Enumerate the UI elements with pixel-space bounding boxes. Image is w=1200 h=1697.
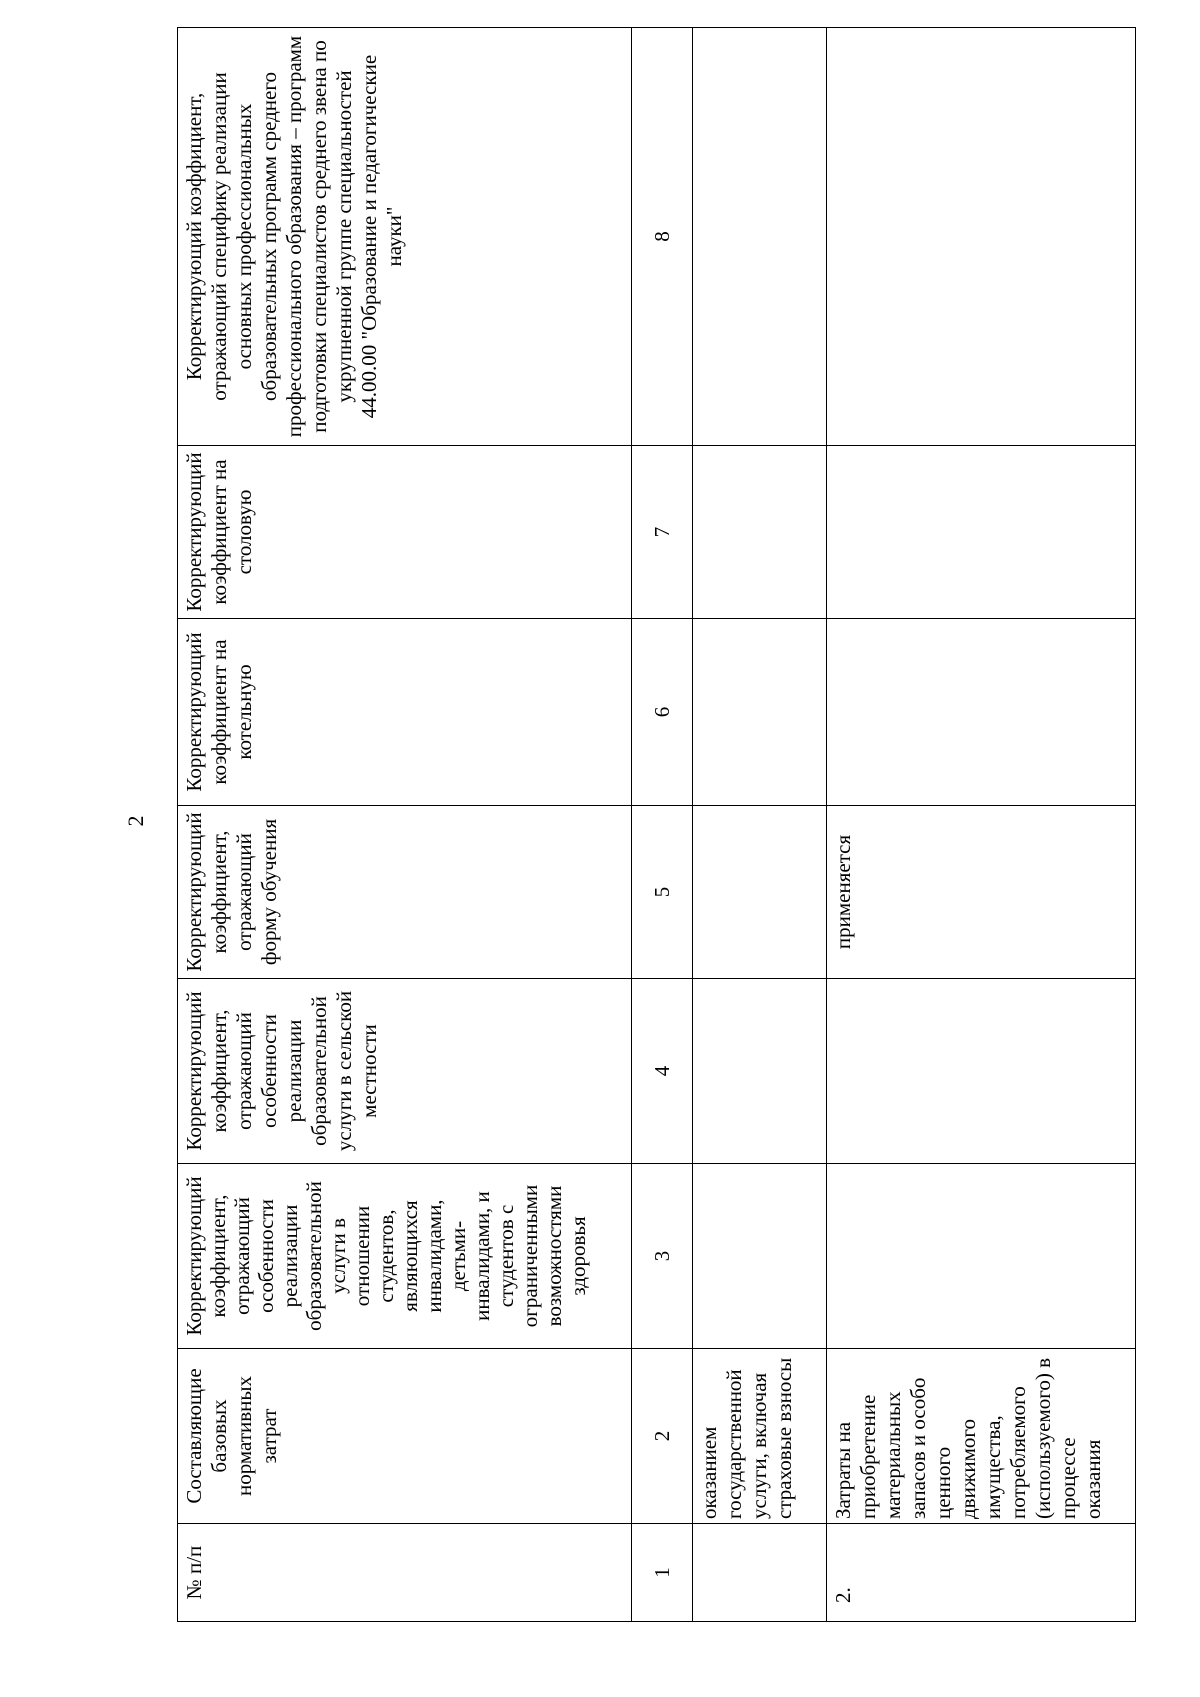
column-number: 4	[632, 979, 693, 1164]
header-disability-coefficient: Корректирующий коэффициент, отражающий особенности реализации образовательной услуги в отношении студентов, являющихся инвалидами, детьми-инвалидами, и студентов с ограниченными возможностями здоровья	[178, 1164, 632, 1349]
table-cell	[693, 28, 827, 446]
column-number: 8	[632, 28, 693, 446]
header-canteen-coefficient: Корректирующий коэффициент на столовую	[178, 446, 632, 619]
header-boiler-coefficient: Корректирующий коэффициент на котельную	[178, 619, 632, 806]
column-numbers-row	[632, 28, 693, 1622]
table-cell: 2.	[827, 1524, 1136, 1622]
header-cost-components: Составляющие базовых нормативных затрат	[178, 1349, 632, 1524]
table-cell	[827, 28, 1136, 446]
table-cell	[693, 1524, 827, 1622]
table-cell	[827, 619, 1136, 806]
table-cell	[827, 1164, 1136, 1349]
column-number: 3	[632, 1164, 693, 1349]
rotated-table-container	[177, 28, 1119, 1622]
column-number: 6	[632, 619, 693, 806]
table-cell	[693, 979, 827, 1164]
page-number: 2	[123, 815, 148, 827]
column-number: 2	[632, 1349, 693, 1524]
header-study-form-coefficient: Корректирующий коэффициент, отражающий форму обучения	[178, 806, 632, 979]
column-number: 5	[632, 806, 693, 979]
table-cell: Затраты на приобретение материальных запасов и особо ценного движимого имущества, потребляемого (используемого) в процессе оказания	[827, 1349, 1136, 1524]
table-cell: оказанием государственной услуги, включая страховые взносы	[693, 1349, 827, 1524]
column-number: 7	[632, 446, 693, 619]
header-rural-coefficient: Корректирующий коэффициент, отражающий особенности реализации образовательной услуги в сельской местности	[178, 979, 632, 1164]
header-row	[178, 28, 632, 1622]
table-row	[693, 28, 827, 1622]
table-cell	[827, 446, 1136, 619]
table-cell: применяется	[827, 806, 1136, 979]
table-cell	[693, 446, 827, 619]
header-number: № п/п	[178, 1524, 632, 1622]
table-cell	[693, 1164, 827, 1349]
cost-coefficients-table	[177, 27, 1136, 1622]
table-cell	[827, 979, 1136, 1164]
table-cell	[693, 806, 827, 979]
table-cell	[693, 619, 827, 806]
table-row	[827, 28, 1136, 1622]
header-specialty-coefficient: Корректирующий коэффициент, отражающий специфику реализации основных профессиональных образовательных программ среднего профессионального образования – программ подготовки специалистов среднего звена по укрупненной группе специальностей 44.00.00 "Образование и педагогические науки"	[178, 28, 632, 446]
column-number: 1	[632, 1524, 693, 1622]
